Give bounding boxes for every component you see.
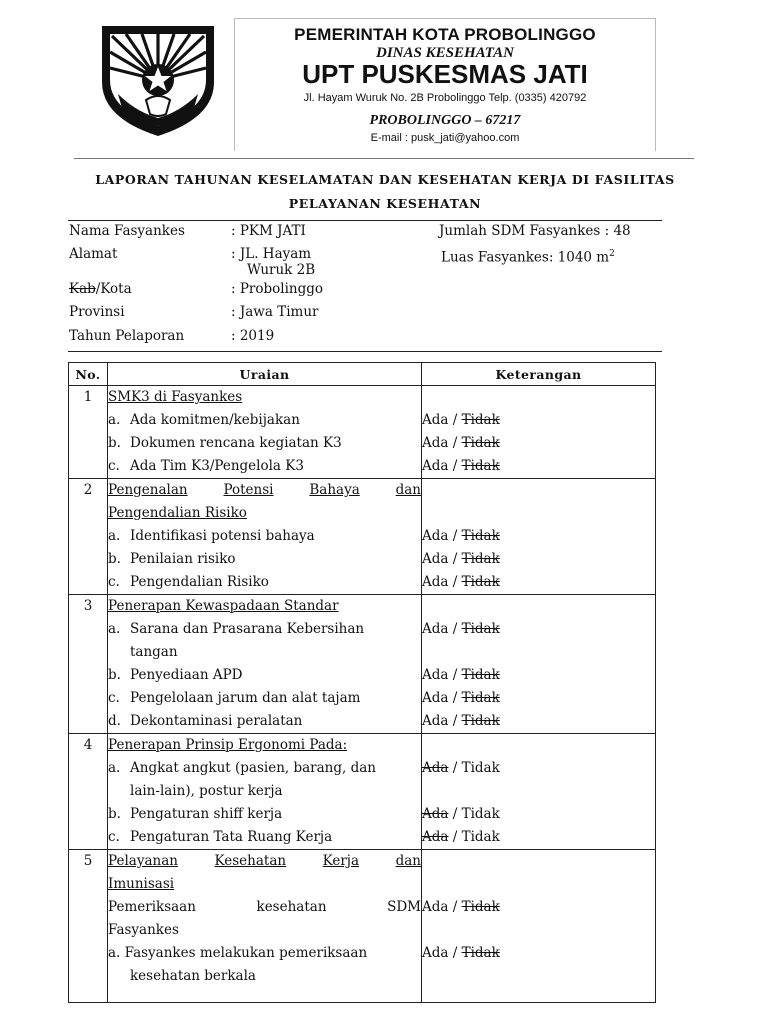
- letterhead-city: PROBOLINGGO – 67217: [369, 113, 521, 128]
- info-tahun-label: Tahun Pelaporan: [69, 328, 185, 344]
- answer-ada: Ada / Tidak: [422, 412, 500, 428]
- section-title-line-2: Imunisasi: [108, 876, 175, 892]
- row-number: 5: [83, 853, 93, 869]
- list-item: c. Ada Tim K3/Pengelola K3: [108, 458, 304, 474]
- answer-ada: Ada / Tidak: [422, 667, 500, 683]
- header-uraian: Uraian: [108, 363, 422, 386]
- list-item: c. Pengaturan Tata Ruang Kerja: [108, 829, 333, 845]
- list-item: b. Pengaturan shiff kerja: [108, 806, 283, 822]
- list-item-continued: lain-lain), postur kerja: [130, 783, 283, 799]
- info-bottom-rule: [68, 351, 662, 352]
- answer-ada: Ada / Tidak: [422, 528, 500, 544]
- list-item: a. Sarana dan Prasarana Kebersihan: [108, 621, 365, 637]
- info-alamat-label: Alamat: [69, 246, 118, 262]
- table-row: [69, 595, 656, 734]
- list-item-continued: tangan: [130, 644, 178, 660]
- answer-ada: Ada / Tidak: [422, 435, 500, 451]
- info-alamat-value-2: Wuruk 2B: [247, 262, 316, 278]
- list-item: b. Penilaian risiko: [108, 551, 236, 567]
- info-luas-sup: 2: [609, 249, 615, 259]
- info-alamat-value-1: : JL. Hayam: [231, 246, 312, 262]
- row-number: 2: [83, 482, 93, 498]
- list-item: c. Pengelolaan jarum dan alat tajam: [108, 690, 361, 706]
- info-kab-strike: Kab: [69, 281, 96, 297]
- table-header-row: [69, 363, 656, 386]
- answer-tidak: Ada / Tidak: [422, 806, 500, 822]
- answer-ada: Ada / Tidak: [422, 945, 500, 961]
- info-luas-text: Luas Fasyankes: 1040 m: [441, 249, 610, 266]
- info-kab-rest: /Kota: [95, 281, 132, 297]
- section-title-line-2: Pengendalian Risiko: [108, 505, 247, 521]
- info-kab-label: [69, 281, 132, 297]
- list-item: a. Identifikasi potensi bahaya: [108, 528, 315, 544]
- row-number: 4: [83, 737, 93, 753]
- info-nama-value: : PKM JATI: [231, 223, 306, 239]
- letterhead-department: DINAS KESEHATAN: [376, 45, 514, 61]
- list-item: a. Ada komitmen/kebijakan: [108, 412, 300, 428]
- info-tahun-value: : 2019: [231, 328, 275, 344]
- letterhead-address: Jl. Hayam Wuruk No. 2B Probolinggo Telp. (0335) 420792: [303, 92, 587, 104]
- section-title: Penerapan Prinsip Ergonomi Pada:: [108, 737, 348, 753]
- info-kab-value: : Probolinggo: [231, 281, 324, 297]
- answer-tidak: Ada / Tidak: [422, 760, 500, 776]
- answer-ada: Ada / Tidak: [422, 690, 500, 706]
- answer-ada: Ada / Tidak: [422, 574, 500, 590]
- answer-tidak: Ada / Tidak: [422, 829, 500, 845]
- answer-ada: Ada / Tidak: [422, 621, 500, 637]
- list-item: d. Dekontaminasi peralatan: [108, 713, 303, 729]
- answer-ada: Ada / Tidak: [422, 551, 500, 567]
- answer-ada: Ada / Tidak: [422, 899, 500, 915]
- letterhead-box: [234, 18, 656, 151]
- section-description: Pemeriksaan kesehatan SDM: [108, 899, 421, 915]
- row-number: 1: [83, 389, 93, 405]
- section-title: SMK3 di Fasyankes: [108, 389, 243, 405]
- section-title: Pengenalan Potensi Bahaya dan: [108, 482, 421, 498]
- report-title-line-1: LAPORAN TAHUNAN KESELAMATAN DAN KESEHATAN KERJA DI FASILITAS: [95, 172, 675, 187]
- section-description-line-2: Fasyankes: [108, 922, 179, 938]
- letterhead-institution: UPT PUSKESMAS JATI: [302, 59, 588, 89]
- header-keterangan: Keterangan: [422, 363, 656, 386]
- section-title: Penerapan Kewaspadaan Standar: [108, 598, 339, 614]
- table-row: [69, 734, 656, 850]
- k3-report-table: [68, 362, 656, 1003]
- table-row: [69, 479, 656, 595]
- info-sdm: Jumlah SDM Fasyankes : 48: [439, 223, 631, 239]
- table-row: [69, 850, 656, 1003]
- report-title-line-2: PELAYANAN KESEHATAN: [288, 196, 482, 211]
- letterhead-email: E-mail : pusk_jati@yahoo.com: [370, 132, 520, 144]
- table-row: [69, 386, 656, 479]
- list-item: a. Angkat angkut (pasien, barang, dan: [108, 760, 376, 776]
- answer-ada: Ada / Tidak: [422, 713, 500, 729]
- list-item: a. Fasyankes melakukan pemeriksaan: [108, 945, 368, 961]
- info-provinsi-label: Provinsi: [69, 304, 125, 320]
- row-number: 3: [83, 598, 93, 614]
- info-luas: [441, 246, 615, 266]
- info-nama-label: Nama Fasyankes: [69, 223, 185, 239]
- list-item: b. Penyediaan APD: [108, 667, 243, 683]
- list-item-continued: kesehatan berkala: [130, 968, 256, 984]
- list-item: b. Dokumen rencana kegiatan K3: [108, 435, 342, 451]
- answer-ada: Ada / Tidak: [422, 458, 500, 474]
- letterhead-divider: [74, 158, 694, 159]
- section-title: Pelayanan Kesehatan Kerja dan: [108, 853, 421, 869]
- info-provinsi-value: : Jawa Timur: [231, 304, 319, 320]
- info-top-rule: [68, 220, 662, 221]
- letterhead-government: PEMERINTAH KOTA PROBOLINGGO: [294, 25, 596, 44]
- list-item: c. Pengendalian Risiko: [108, 574, 269, 590]
- city-emblem-logo: [96, 22, 220, 140]
- header-no: No.: [69, 363, 108, 386]
